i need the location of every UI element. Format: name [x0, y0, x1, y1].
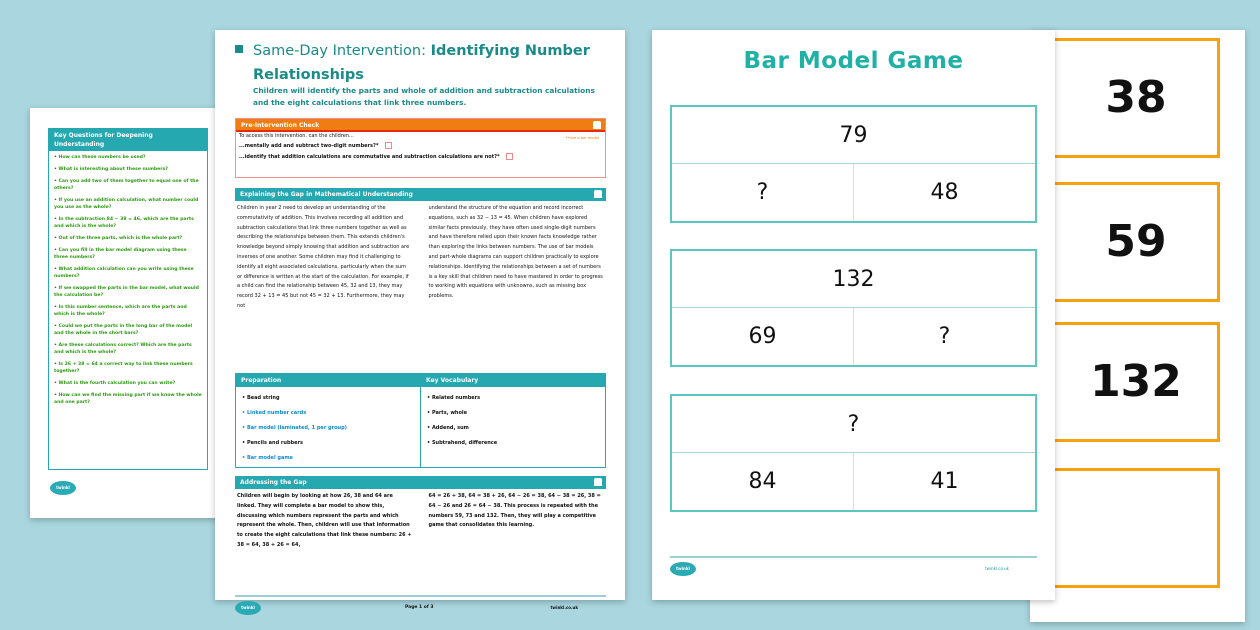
- resource-link[interactable]: • Bar model (laminated, 1 per group): [242, 421, 414, 436]
- bar-parts: [672, 308, 1035, 365]
- resource-link[interactable]: • Linked number cards: [242, 406, 414, 421]
- bar-part: ?: [938, 324, 951, 349]
- section-icon: [593, 121, 601, 129]
- bar-model: [670, 394, 1037, 512]
- key-question: • Can you fill in the bar model diagram using these three numbers?: [54, 247, 202, 261]
- pre-check-item: ...identify that addition calculations are commutative and subtraction calculations are not?*: [236, 152, 605, 163]
- bar-part: 69: [672, 308, 854, 365]
- vocabulary-item: • Addend, sum: [427, 421, 599, 436]
- resource-link[interactable]: • Bar model game: [242, 451, 414, 466]
- site-link[interactable]: twinkl.co.uk: [985, 566, 1009, 571]
- key-question: • How can these numbers be used?: [54, 154, 202, 161]
- key-question: • What is the fourth calculation you can write?: [54, 380, 202, 387]
- checkbox-icon[interactable]: [506, 153, 513, 160]
- number-card: 132: [1055, 322, 1220, 442]
- bar-part: 41: [930, 469, 959, 494]
- bar-part: 84: [672, 453, 854, 510]
- bar-parts: [672, 164, 1035, 221]
- pre-check-header: Pre-Intervention Check: [236, 119, 605, 132]
- key-question: • Could we put the parts in the long bar of the model and the whole in the short bars?: [54, 323, 202, 337]
- page-number: Page 1 of 3: [405, 605, 434, 610]
- key-question: • In the subtraction 84 − 38 = 46, which are the parts and which is the whole?: [54, 216, 202, 230]
- bar-whole: ?: [672, 396, 1035, 453]
- number-card: 59: [1055, 182, 1220, 302]
- gap-text-col1: Children in year 2 need to develop an understanding of the commutativity of addition. This involves recording all addition and subtraction calculations that link three numbers together as well as describing the relationships between them. This extends children's knowledge beyond simply knowing that addition and subtraction are inverses of one another. Some children may find it challenging to identify all eight associated calculations, particularly when the sum or difference is written at the start of the calculation. For example, if a child can find the relationship between 45, 32 and 13, they may record 32 + 13 = 45 but not 45 = 32 + 13. Furthermore, they may not: [237, 205, 410, 309]
- key-question: • What addition calculation can you write using these numbers?: [54, 266, 202, 280]
- vocabulary-item: • Subtrahend, difference: [427, 436, 599, 451]
- preparation-header: Preparation: [236, 374, 420, 387]
- key-question: • What is interesting about these numbers?: [54, 166, 202, 173]
- gap-header: Explaining the Gap in Mathematical Understanding: [235, 188, 606, 201]
- intervention-page: [215, 30, 625, 610]
- section-icon: [594, 190, 602, 198]
- bar-whole: 132: [672, 251, 1035, 308]
- twinkl-logo: twinkl: [670, 562, 696, 576]
- vocabulary-list: [421, 387, 605, 455]
- section-icon: [594, 478, 602, 486]
- page-footer: [235, 595, 606, 610]
- twinkl-logo: twinkl: [50, 481, 76, 495]
- bar-whole: 79: [672, 107, 1035, 164]
- twinkl-logo: twinkl: [235, 601, 261, 615]
- addressing-gap-section: [235, 476, 606, 554]
- number-cards-page: [1030, 30, 1245, 622]
- pre-check-intro: To access this intervention, can the children...: [239, 133, 354, 139]
- page-footer: [670, 556, 1037, 571]
- game-title: Bar Model Game: [743, 48, 964, 74]
- preparation-item: • Bead string: [242, 391, 414, 406]
- key-question: • In this number sentence, which are the parts and which is the whole?: [54, 304, 202, 318]
- key-questions-page: [30, 108, 230, 518]
- addressing-text-col1: Children will begin by looking at how 26, 38 and 64 are linked. They will complete a bar model to show this, discussing which numbers represent the parts and which represent the whole. Then, children will use that information to create the eight calculations that link these numbers: 26 + 38 = 64, 38 + 26 = 64,: [237, 493, 412, 548]
- gap-text-col2: understand the structure of the equation and record incorrect equations, such as 32 − 13 = 45. When children have explored similar facts previously, they have often used single-digit numbers and have therefore relied upon their known facts knowledge rather than exploring the links between numbers. The use of bar models and part-whole diagrams can support children practically to explore relationships. Identifying the relationships between a set of numbers is a key skill that children need to have mastered in order to progress to working with equations with unknowns, such as missing box problems.: [428, 205, 603, 300]
- bar-model: [670, 249, 1037, 367]
- bar-model-game-page: [652, 30, 1055, 600]
- title-square-icon: [235, 45, 243, 53]
- explaining-gap-section: [235, 188, 606, 315]
- key-question: • If you use an addition calculation, what number could you use as the whole?: [54, 197, 202, 211]
- bar-model: [670, 105, 1037, 223]
- number-card: 38: [1055, 38, 1220, 158]
- preparation-item: • Pencils and rubbers: [242, 436, 414, 451]
- vocabulary-item: • Related numbers: [427, 391, 599, 406]
- page-title: Same-Day Intervention: Identifying Number Relationships: [253, 43, 590, 83]
- site-link[interactable]: twinkl.co.uk: [550, 605, 578, 610]
- number-card: [1055, 468, 1220, 588]
- key-question: • If we swapped the parts in the bar model, what would the calculation be?: [54, 285, 202, 299]
- key-question: • How can we find the missing part if we know the whole and one part?: [54, 392, 202, 406]
- addressing-header: Addressing the Gap: [235, 476, 606, 489]
- key-question: • Is 26 + 38 = 64 a correct way to link these numbers together?: [54, 361, 202, 375]
- pre-check-note: **Use a bar model: [565, 136, 599, 140]
- checkbox-icon[interactable]: [385, 142, 392, 149]
- key-question: • Out of the three parts, which is the whole part?: [54, 235, 202, 242]
- key-questions-list: [49, 151, 207, 414]
- page-subtitle: Children will identify the parts and whole of addition and subtraction calculations and the eight calculations that link three numbers.: [253, 86, 595, 107]
- addressing-text-col2: 64 = 26 + 38, 64 = 38 + 26, 64 − 26 = 38, 64 − 38 = 26, 38 = 64 − 26 and 26 = 64 − 38. This process is repeated with the numbers 59, 73 and 132. Then, they will play a competitive game that consolidates this learning.: [428, 493, 601, 529]
- bar-part: ?: [672, 164, 854, 221]
- bar-parts: [672, 453, 1035, 510]
- key-question: • Are these calculations correct? Which are the parts and which is the whole?: [54, 342, 202, 356]
- vocabulary-item: • Parts, whole: [427, 406, 599, 421]
- key-question: • Can you add two of them together to equal one of the others?: [54, 178, 202, 192]
- pre-intervention-check: [235, 118, 606, 178]
- preparation-vocabulary-table: [235, 373, 606, 468]
- key-questions-header: Key Questions for Deepening Understanding: [49, 129, 207, 151]
- vocabulary-header: Key Vocabulary: [421, 374, 605, 387]
- bar-part: 48: [930, 180, 959, 205]
- pre-check-item: ...mentally add and subtract two-digit numbers?*: [236, 141, 605, 152]
- key-questions-panel: [48, 128, 208, 470]
- preparation-list: [236, 387, 420, 470]
